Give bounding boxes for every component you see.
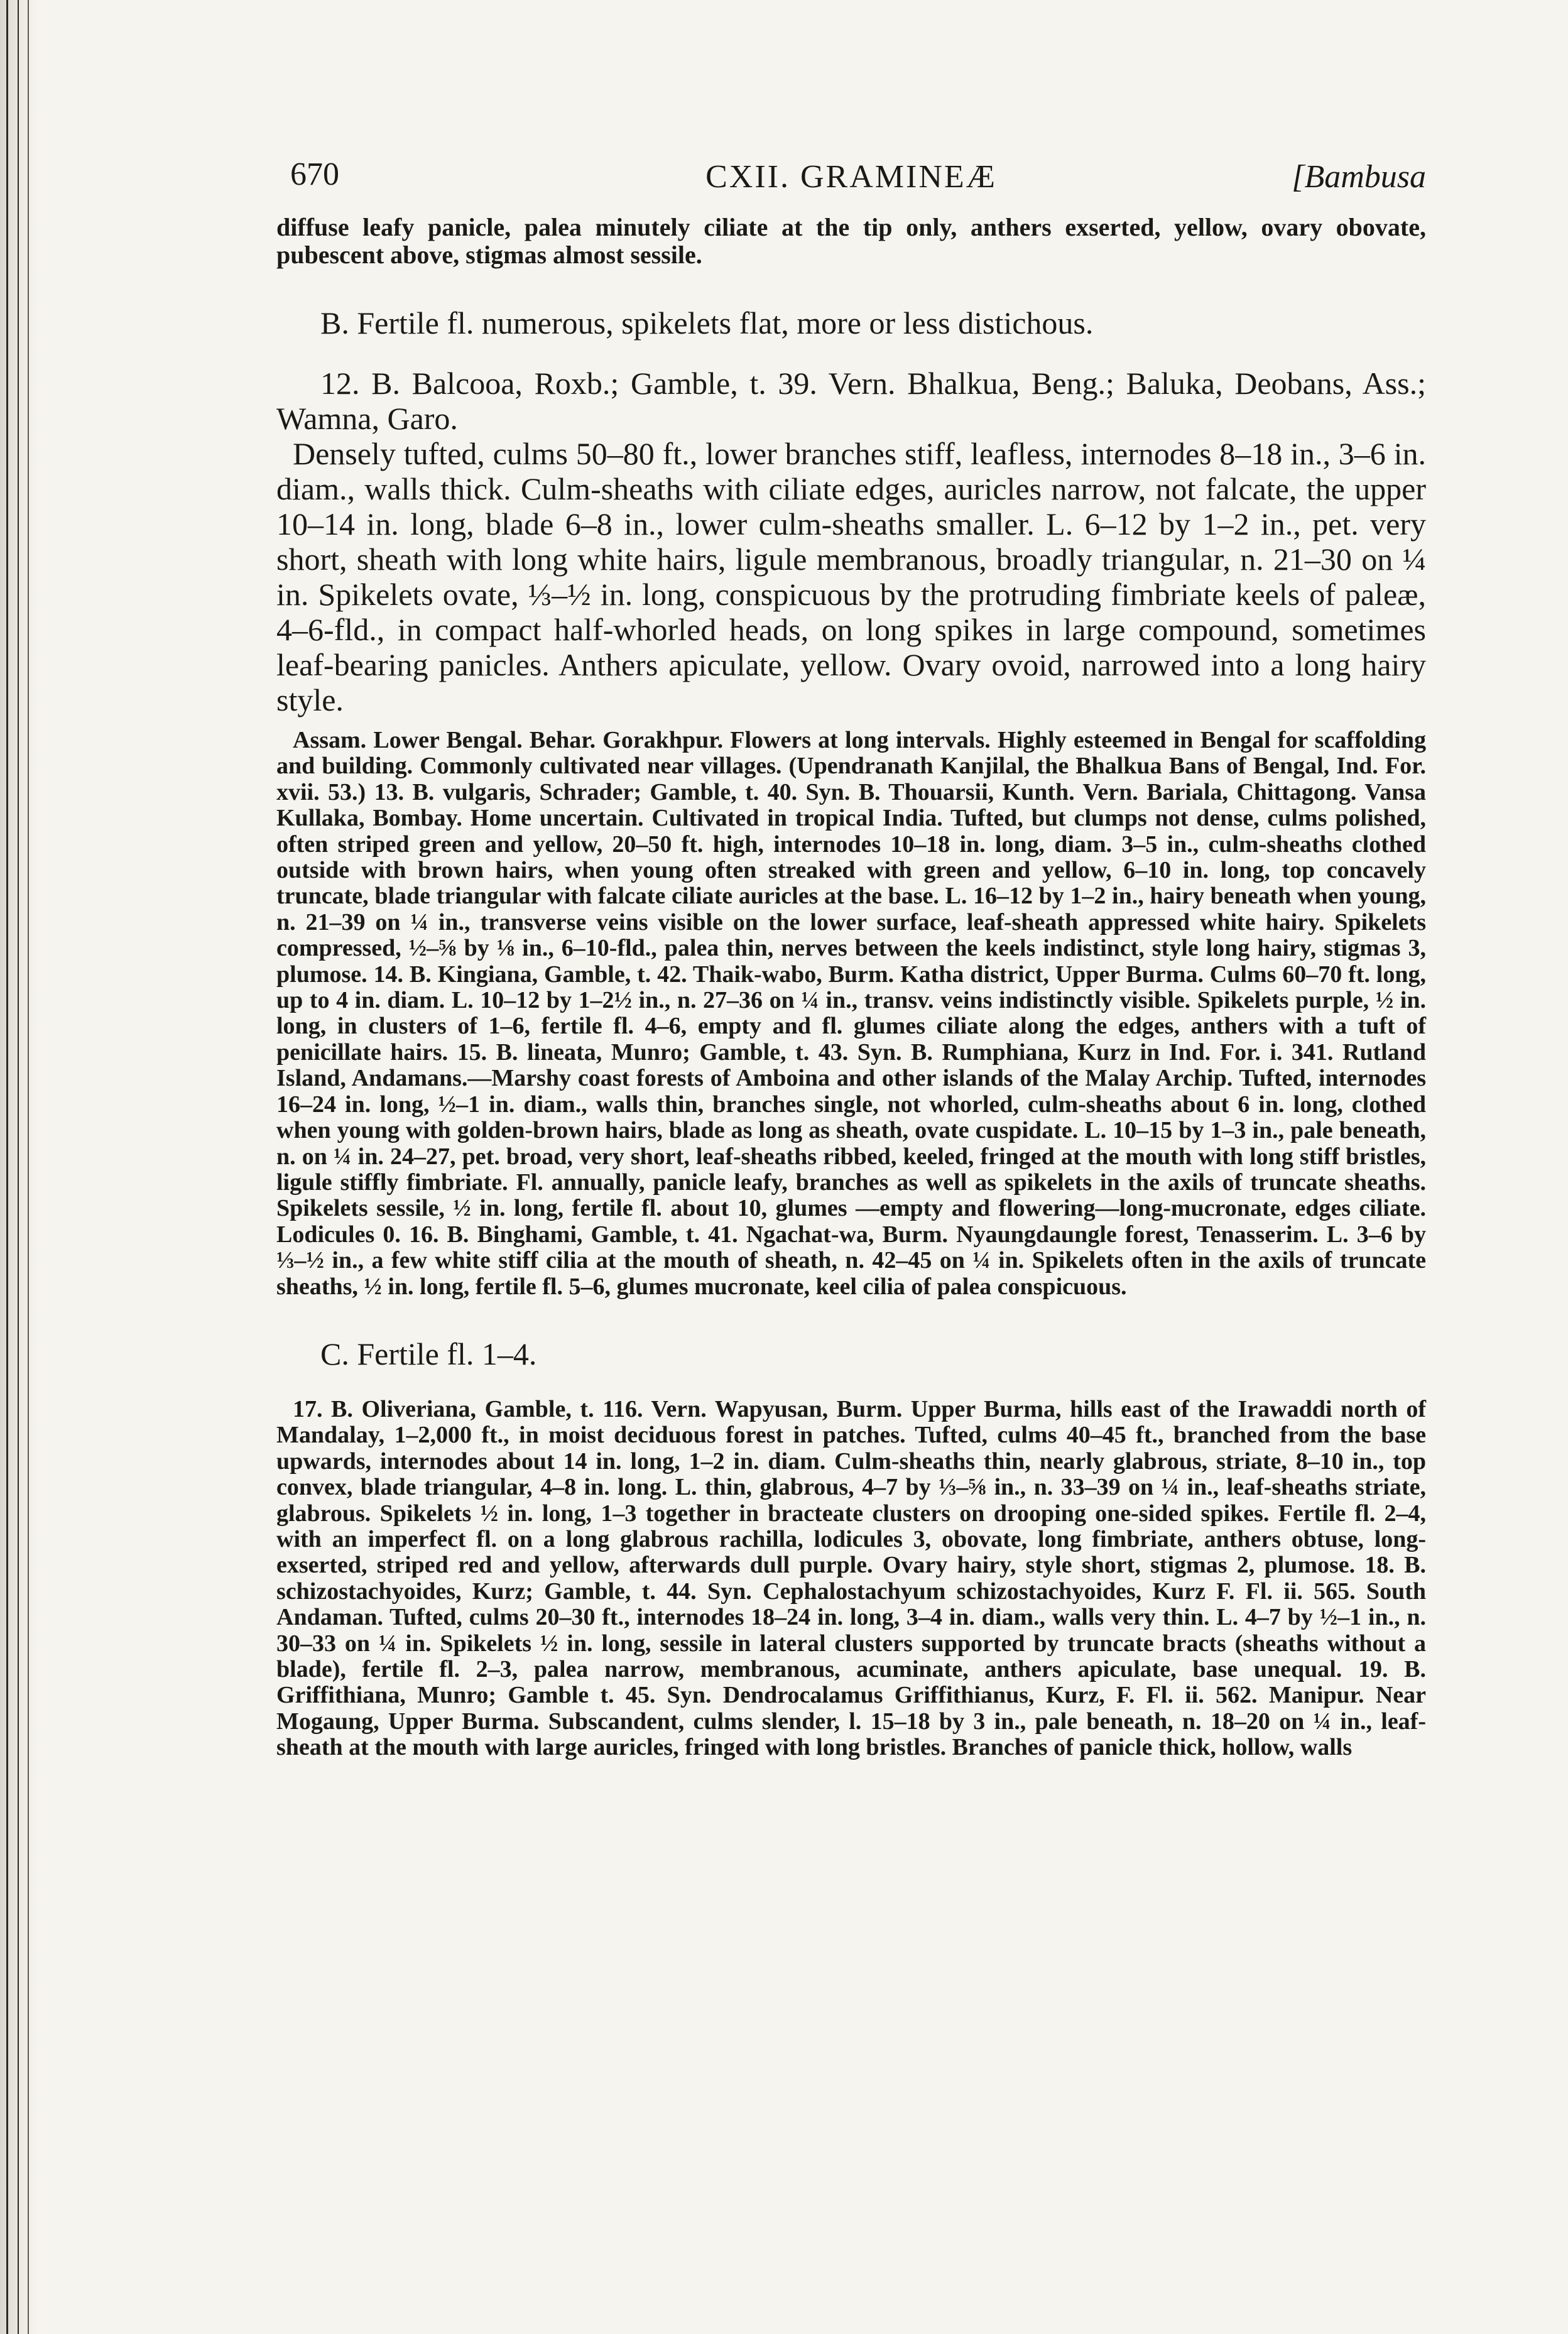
book-gutter bbox=[0, 0, 38, 2334]
running-head bbox=[276, 145, 1426, 214]
paragraph-intro: diffuse leafy panicle, palea minutely ciliate at the tip only, anthers exserted, yellow, ovary obovate, pubescent above, stigmas almost sessile. bbox=[276, 213, 1426, 269]
gutter-line bbox=[18, 0, 19, 2334]
chapter-title: CXII. GRAMINEÆ bbox=[705, 159, 997, 195]
section-heading-c: C. Fertile fl. 1–4. bbox=[320, 1336, 537, 1371]
species-12-heading: 12. B. Balcooa, Roxb.; Gamble, t. 39. Vern. Bhalkua, Beng.; Baluka, Deobans, Ass.; Wamna, Garo. bbox=[276, 366, 1426, 436]
running-genus: [Bambusa bbox=[1292, 159, 1426, 195]
species-12-notes: Assam. Lower Bengal. Behar. Gorakhpur. Flowers at long intervals. Highly esteemed in Bengal for scaffolding and building. Commonly cultivated near villages. (Upendranath Kanjilal, the Bhalkua Bans of Bengal, Ind. For. xvii. 53.) 13. B. vulgaris, Schrader; Gamble, t. 40. Syn. B. Thouarsii, Kunth. Vern. Bariala, Chittagong. Vansa Kullaka, Bombay. Home uncertain. Cultivated in tropical India. Tufted, but clumps not dense, culms polished, often striped green and yellow, 20–50 ft. high, internodes 10–18 in. long, diam. 3–5 in., culm-sheaths clothed outside with brown hairs, when young often streaked with green and yellow, 6–10 in. long, top concavely truncate, blade triangular with falcate ciliate auricles at the base. L. 16–12 by 1–2 in., hairy beneath when young, n. 21–39 on ¼ in., transverse veins visible on the lower surface, leaf-sheath appressed white hairy. Spikelets compressed, ½–⅝ by ⅛ in., 6–10-fld., palea thin, nerves between the keels indistinct, style long hairy, stigmas 3, plumose. 14. B. Kingiana, Gamble, t. 42. Thaik-wabo, Burm. Katha district, Upper Burma. Culms 60–70 ft. long, up to 4 in. diam. L. 10–12 by 1–2½ in., n. 27–36 on ¼ in., transv. veins indistinctly visible. Spikelets purple, ½ in. long, in clusters of 1–6, fertile fl. 4–6, empty and fl. glumes ciliate along the edges, anthers with a tuft of penicillate hairs. 15. B. lineata, Munro; Gamble, t. 43. Syn. B. Rumphiana, Kurz in Ind. For. i. 341. Rutland Island, Andamans.—Marshy coast forests of Amboina and other islands of the Malay Archip. Tufted, internodes 16–24 in. long, ½–1 in. diam., walls thin, branches single, not whorled, culm-sheaths about 6 in. long, clothed when young with golden-brown hairs, blade as long as sheath, ovate cuspidate. L. 10–15 by 1–3 in., pale beneath, n. on ¼ in. 24–27, pet. broad, very short, leaf-sheaths ribbed, keeled, fringed at the mouth with long stiff bristles, ligule stiffly fimbriate. Fl. annually, panicle leafy, branches as well as spikelets in the axils of truncate sheaths. Spikelets sessile, ½ in. long, fertile fl. about 10, glumes —empty and flowering—long-mucronate, edges ciliate. Lodicules 0. 16. B. Binghami, Gamble, t. 41. Ngachat-wa, Burm. Nyaungdaungle forest, Tenasserim. L. 3–6 by ⅓–½ in., a few white stiff cilia at the mouth of sheath, n. 42–45 on ¼ in. Spikelets often in the axils of truncate sheaths, ½ in. long, fertile fl. 5–6, glumes mucronate, keel cilia of palea conspicuous. bbox=[276, 727, 1426, 1300]
page-body bbox=[276, 145, 1426, 1761]
page-number: 670 bbox=[290, 156, 339, 192]
gutter-line bbox=[6, 0, 8, 2334]
species-17-paragraph: 17. B. Oliveriana, Gamble, t. 116. Vern. Wapyusan, Burm. Upper Burma, hills east of the Irawaddi north of Mandalay, 1–2,000 ft., in moist deciduous forest in patches. Tufted, culms 40–45 ft., branched from the base upwards, internodes about 14 in. long, 1–2 in. diam. Culm-sheaths thin, nearly glabrous, striate, 8–10 in., top convex, blade triangular, 4–8 in. long. L. thin, glabrous, 4–7 by ⅓–⅝ in., n. 33–39 on ¼ in., leaf-sheaths striate, glabrous. Spikelets ½ in. long, 1–3 together in bracteate clusters on drooping one-sided spikes. Fertile fl. 2–4, with an imperfect fl. on a long glabrous rachilla, lodicules 3, obovate, long fimbriate, anthers obtuse, long-exserted, striped red and yellow, afterwards dull purple. Ovary hairy, style short, stigmas 2, plumose. 18. B. schizostachyoides, Kurz; Gamble, t. 44. Syn. Cephalostachyum schizostachyoides, Kurz F. Fl. ii. 565. South Andaman. Tufted, culms 20–30 ft., internodes 18–24 in. long, 3–4 in. diam., walls very thin. L. 4–7 by ½–1 in., n. 30–33 on ¼ in. Spikelets ½ in. long, sessile in lateral clusters supported by truncate bracts (sheaths without a blade), fertile fl. 2–3, palea narrow, membranous, acuminate, anthers apiculate, base unequal. 19. B. Griffithiana, Munro; Gamble t. 45. Syn. Dendrocalamus Griffithianus, Kurz, F. Fl. ii. 562. Manipur. Near Mogaung, Upper Burma. Subscandent, culms slender, l. 15–18 by 3 in., pale beneath, n. 18–20 on ¼ in., leaf-sheath at the mouth with large auricles, fringed with long bristles. Branches of panicle thick, hollow, walls bbox=[276, 1395, 1426, 1761]
species-12-description: Densely tufted, culms 50–80 ft., lower branches stiff, leafless, internodes 8–18 in., 3–6 in. diam., walls thick. Culm-sheaths with ciliate edges, auricles narrow, not falcate, the upper 10–14 in. long, blade 6–8 in., lower culm-sheaths smaller. L. 6–12 by 1–2 in., pet. very short, sheath with long white hairs, ligule membranous, broadly triangular, n. 21–30 on ¼ in. Spikelets ovate, ⅓–½ in. long, conspicuous by the protruding fimbriate keels of paleæ, 4–6-fld., in compact half-whorled heads, on long spikes in large compound, sometimes leaf-bearing panicles. Anthers apiculate, yellow. Ovary ovoid, narrowed into a long hairy style. bbox=[276, 436, 1426, 717]
gutter-line bbox=[28, 0, 29, 2334]
section-heading-b: B. Fertile fl. numerous, spikelets flat, more or less distichous. bbox=[320, 305, 1094, 341]
